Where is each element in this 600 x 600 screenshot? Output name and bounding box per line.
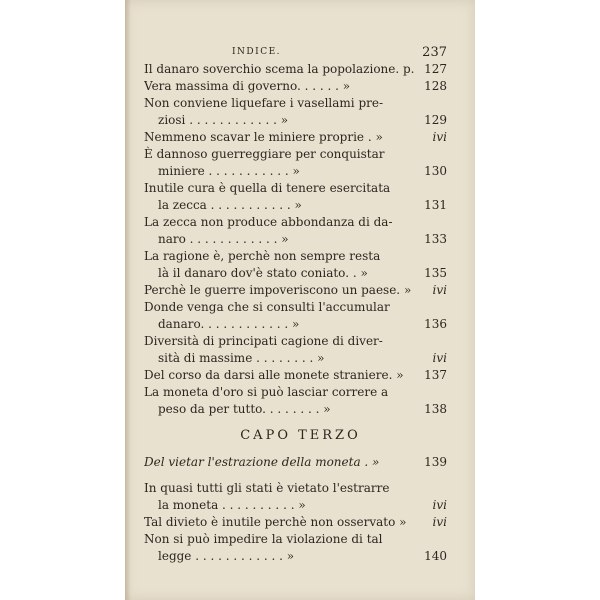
index-entry-page: 140 [421,548,447,565]
index-entry-text: peso da per tutto. . . . . . . . » [158,402,331,416]
index-entry-page: 128 [421,78,447,95]
index-entry-page: ivi [430,350,447,367]
index-entry-line [144,265,447,282]
index-entry-line [144,401,447,418]
index-entries [144,61,447,565]
index-entry-line [144,333,447,350]
index-entry-text: Inutile cura è quella di tenere esercitata [144,181,391,195]
index-entry-page: 129 [421,112,447,129]
chapter-heading: CAPO TERZO [240,428,361,443]
index-entry-line [144,231,447,248]
index-entry-text: Nemmeno scavar le miniere proprie . » [144,130,383,144]
index-entry-text: La zecca non produce abbondanza di da- [144,215,393,229]
index-entry-line [144,282,447,299]
index-entry-text: Vera massima di governo. . . . . . » [144,79,351,93]
index-entry-line [144,548,447,565]
index-entry-page: ivi [430,514,447,531]
index-entry-line [144,180,447,197]
book-page [125,0,475,600]
index-entry-text: ziosi . . . . . . . . . . . . » [158,113,289,127]
index-entry-line [144,146,447,163]
index-entry-line [144,316,447,333]
index-entry-text: Perchè le guerre impoveriscono un paese. » [144,283,412,297]
index-entry-text: sità di massime . . . . . . . . » [158,351,325,365]
index-entry-page: 138 [421,401,447,418]
index-entry-text: Non si può impedire la violazione di tal [144,532,383,546]
running-header [125,45,475,61]
index-entry-line [144,497,447,514]
index-entry-text: Diversità di principati cagione di diver- [144,334,383,348]
chapter-subtitle [144,454,447,471]
index-entry-line [144,480,447,497]
chapter-subtitle-page: 139 [421,454,447,471]
index-entry-line [144,367,447,384]
index-entry-text: miniere . . . . . . . . . . . » [158,164,300,178]
index-entry-text: Il danaro soverchio scema la popolazione. p. [144,62,415,76]
spacer [144,471,447,480]
index-entry-line [144,248,447,265]
index-entry-line [144,350,447,367]
index-entry-line [144,384,447,401]
index-entry-line [144,112,447,129]
index-entry-page: ivi [430,497,447,514]
running-head-title: INDICE. [232,47,282,57]
index-entry-page: ivi [430,129,447,146]
index-entry-page: 133 [421,231,447,248]
index-entry-line [144,61,447,78]
index-entry-page: 136 [421,316,447,333]
index-entry-text: là il danaro dov'è stato coniato. . » [158,266,368,280]
index-entry-page: 127 [421,61,447,78]
index-entry-line [144,78,447,95]
chapter-subtitle-text: Del vietar l'estrazione della moneta . » [144,455,380,469]
page-number: 237 [422,45,447,60]
index-entry-text: Donde venga che si consulti l'accumular [144,300,390,314]
index-entry-text: legge . . . . . . . . . . . . » [158,549,295,563]
index-entry-text: La moneta d'oro si può lasciar correre a [144,385,389,399]
index-entry-text: danaro. . . . . . . . . . . . » [158,317,300,331]
index-entry-page: 135 [421,265,447,282]
index-entry-line [144,299,447,316]
index-entry-line [144,514,447,531]
index-entry-text: La ragione è, perchè non sempre resta [144,249,381,263]
index-entry-page: 130 [421,163,447,180]
index-entry-text: Tal divieto è inutile perchè non osservato » [144,515,407,529]
index-entry-text: la moneta . . . . . . . . . . » [158,498,306,512]
index-entry-line [144,95,447,112]
index-entry-text: In quasi tutti gli stati è vietato l'estrarre [144,481,390,495]
index-entry-text: la zecca . . . . . . . . . . . » [158,198,302,212]
index-entry-line [144,129,447,146]
index-entry-line [144,163,447,180]
index-entry-text: È dannoso guerreggiare per conquistar [144,147,385,161]
index-entry-text: Del corso da darsi alle monete straniere. » [144,368,404,382]
index-entry-line [144,531,447,548]
index-entry-text: naro . . . . . . . . . . . . » [158,232,289,246]
index-entry-page: ivi [430,282,447,299]
index-entry-line [144,197,447,214]
index-entry-page: 131 [421,197,447,214]
index-entry-page: 137 [421,367,447,384]
index-entry-line [144,214,447,231]
index-entry-text: Non conviene liquefare i vasellami pre- [144,96,384,110]
